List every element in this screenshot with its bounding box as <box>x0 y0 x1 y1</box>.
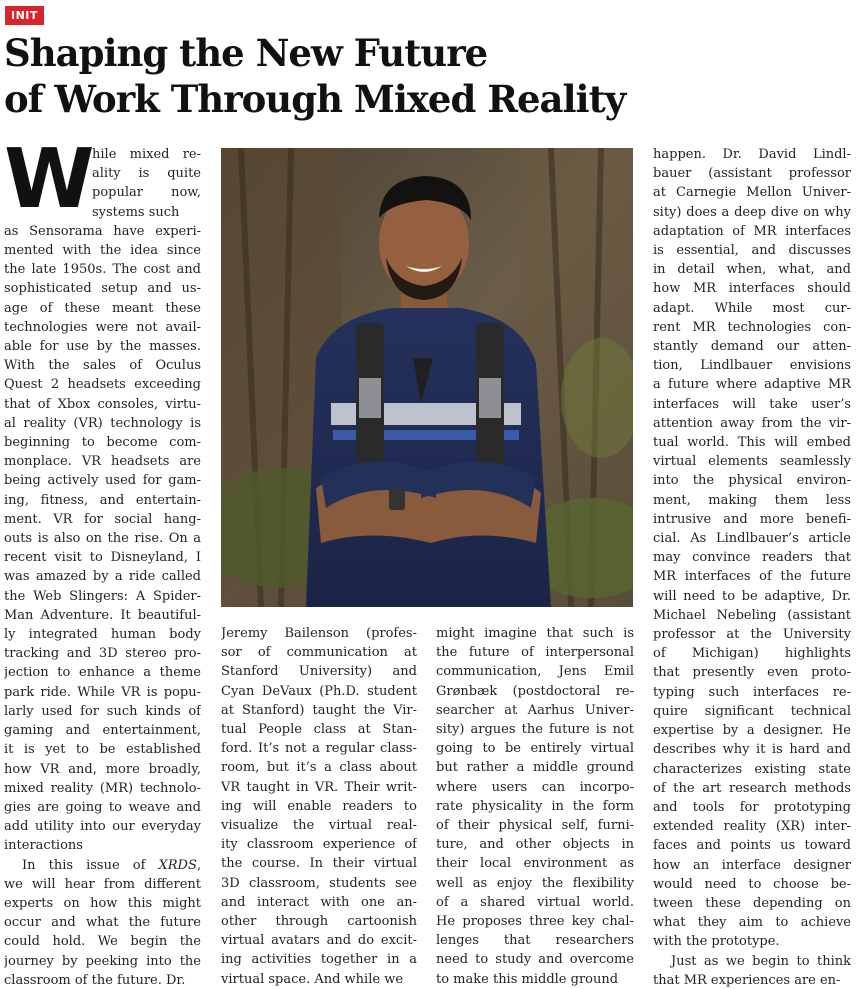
text-line: how an interface designer <box>653 857 851 873</box>
text-line: might imagine that such is <box>436 626 634 641</box>
text-line: what they aim to achieve <box>653 915 851 931</box>
text-line: and interact with one an- <box>221 894 417 910</box>
text-line: to make this middle ground <box>436 971 619 987</box>
text-line: Man Adventure. It beautiful- <box>4 607 201 623</box>
text-line: Just as we begin to think <box>671 953 851 969</box>
text-line: being actively used for gam- <box>4 473 201 489</box>
text-line: happen. Dr. David Lindl- <box>653 147 851 162</box>
text-line: tracking and 3D stereo pro- <box>4 646 201 662</box>
text-line: would need to choose be- <box>653 876 851 892</box>
text-line: adapt. While most cur- <box>653 300 851 316</box>
text-line: need to study and overcome <box>436 952 634 968</box>
text-line: attention away from the vir- <box>653 415 851 431</box>
col4-body <box>653 145 851 952</box>
text-line: VR taught in VR. Their writ- <box>221 779 417 795</box>
text-line: able for use by the masses. <box>4 339 201 355</box>
section-tag: INIT <box>5 6 44 25</box>
text-line: visualize the virtual real- <box>221 818 417 834</box>
text-line: was amazed by a ride called <box>4 569 201 585</box>
text-line: virtual space. And while we <box>221 971 404 987</box>
text-line: the course. In their virtual <box>221 856 417 872</box>
text-line: ing, fitness, and entertain- <box>4 492 201 508</box>
portrait-illustration <box>221 148 633 607</box>
text-line: professor at the University <box>653 627 851 643</box>
text-line: extended reality (XR) inter- <box>653 819 851 835</box>
text-line: and tools for prototyping <box>653 799 851 815</box>
text-line: it is yet to be established <box>4 742 201 758</box>
text-line: that MR experiences are en- <box>653 972 841 988</box>
text-line: systems such <box>92 204 180 220</box>
text-line: with the prototype. <box>653 934 780 950</box>
text-line: of a shared virtual world. <box>436 894 634 910</box>
text-line: In this issue of XRDS, <box>22 857 201 873</box>
text-line: beginning to become com- <box>4 435 201 451</box>
article-column-2 <box>221 624 417 989</box>
text-line: of Michigan) highlights <box>653 646 851 662</box>
text-line: Jeremy Bailenson (profes- <box>221 626 417 641</box>
text-line: may convince readers that <box>653 550 851 566</box>
text-line: ford. It’s not a regular class- <box>221 741 417 757</box>
text-line: journey by peeking into the <box>4 953 201 969</box>
text-line: technologies were not avail- <box>4 319 201 335</box>
text-line: lenges that researchers <box>436 933 634 949</box>
text-line: experts on how this might <box>4 895 201 911</box>
text-line: popular now, <box>92 185 201 201</box>
text-line: occur and what the future <box>4 915 201 931</box>
text-line: Cyan DeVaux (Ph.D. student <box>221 683 417 699</box>
text-line: add utility into our everyday <box>4 819 201 835</box>
article-column-3 <box>436 624 634 989</box>
text-line: of the art research methods <box>653 780 851 796</box>
text-line: well as enjoy the flexibility <box>436 875 634 891</box>
article-column-1 <box>4 145 201 989</box>
text-line: a future where adaptive MR <box>653 377 851 393</box>
text-line: at Stanford) taught the Vir- <box>221 702 417 718</box>
col4-paragraph-2 <box>653 952 851 989</box>
text-line: we will hear from different <box>4 876 201 892</box>
text-line: ly integrated human body <box>4 627 201 643</box>
text-line: mented with the idea since <box>4 243 201 259</box>
text-line: interfaces will take user’s <box>653 396 851 412</box>
text-line: the future of interpersonal <box>436 645 634 661</box>
col1-paragraph-2 <box>4 856 201 989</box>
text-line: sophisticated setup and us- <box>4 281 201 297</box>
text-line: faces and points us toward <box>653 838 851 854</box>
text-line: is essential, and discusses <box>653 243 851 259</box>
text-line: where users can incorpo- <box>436 779 634 795</box>
text-line: hile mixed re- <box>92 147 201 162</box>
text-line: ment, making them less <box>653 492 851 508</box>
text-line: adaptation of MR interfaces <box>653 223 851 239</box>
text-line: that presently even proto- <box>653 665 851 681</box>
text-line: ment. VR for social hang- <box>4 511 201 527</box>
text-line: ity classroom experience of <box>221 837 417 853</box>
text-line: monplace. VR headsets are <box>4 454 201 470</box>
text-line: ality is quite <box>92 166 201 182</box>
text-line: tual world. This will embed <box>653 435 851 451</box>
text-line: virtual elements seamlessly <box>653 454 851 470</box>
portrait-photo <box>221 148 633 607</box>
text-line: room, but it’s a class about <box>221 760 417 776</box>
text-line: Grønbæk (postdoctoral re- <box>436 683 634 699</box>
text-line: at Carnegie Mellon Univer- <box>653 185 851 201</box>
text-line: that of Xbox consoles, virtu- <box>4 396 201 412</box>
text-line: sity) argues the future is not <box>436 722 634 738</box>
text-line: MR interfaces of the future <box>653 569 851 585</box>
text-line: going to be entirely virtual <box>436 741 634 757</box>
text-line: sor of communication at <box>221 645 417 661</box>
text-line: into the physical environ- <box>653 473 851 489</box>
article-title <box>4 30 704 122</box>
text-line: tween these depending on <box>653 895 851 911</box>
text-line: other through cartoonish <box>221 914 417 930</box>
text-line: recent visit to Disneyland, I <box>4 550 201 566</box>
text-line: cial. As Lindlbauer’s article <box>653 531 851 547</box>
text-line: tion, Lindlbauer envisions <box>653 358 851 374</box>
text-line: communication, Jens Emil <box>436 664 634 680</box>
text-line: their local environment as <box>436 856 634 872</box>
text-line: intrusive and more benefi- <box>653 511 851 527</box>
text-line: Michael Nebeling (assistant <box>653 607 851 623</box>
col1-body <box>4 222 201 856</box>
text-line: al reality (VR) technology is <box>4 415 201 431</box>
text-line: rent MR technologies con- <box>653 319 851 335</box>
title-line-1: Shaping the New Future <box>4 31 488 75</box>
text-line: the Web Slingers: A Spider- <box>4 588 201 604</box>
text-line: jection to enhance a theme <box>4 665 201 681</box>
text-line: as Sensorama have experi- <box>4 223 201 239</box>
text-line: characterizes existing state <box>653 761 851 777</box>
text-line: stantly demand our atten- <box>653 339 851 355</box>
text-line: tual People class at Stan- <box>221 722 417 738</box>
text-line: searcher at Aarhus Univer- <box>436 702 634 718</box>
text-line: ture, and other objects in <box>436 837 634 853</box>
article-column-4 <box>653 145 851 989</box>
text-line: mixed reality (MR) technolo- <box>4 780 201 796</box>
text-line: park ride. While VR is popu- <box>4 684 201 700</box>
text-line: in detail when, what, and <box>653 262 851 278</box>
text-line: 3D classroom, students see <box>221 875 417 891</box>
text-line: but rather a middle ground <box>436 760 634 776</box>
text-line: bauer (assistant professor <box>653 166 851 182</box>
text-line: outs is also on the rise. On a <box>4 531 201 547</box>
text-line: virtual avatars and do excit- <box>221 933 417 949</box>
text-line: how MR interfaces should <box>653 281 851 297</box>
text-line: could hold. We begin the <box>4 934 201 950</box>
text-line: With the sales of Oculus <box>4 358 201 374</box>
text-line: quire significant technical <box>653 703 851 719</box>
text-line: ing will enable readers to <box>221 798 417 814</box>
title-line-2: of Work Through Mixed Reality <box>4 77 626 121</box>
text-line: larly used for such kinds of <box>4 703 201 719</box>
text-line: ing activities together in a <box>221 952 417 968</box>
text-line: classroom of the future. Dr. <box>4 972 186 988</box>
text-line: gies are going to weave and <box>4 799 201 815</box>
text-line: age of these meant these <box>4 300 201 316</box>
text-line: interactions <box>4 838 83 854</box>
text-line: describes why it is hard and <box>653 742 851 758</box>
text-line: of their physical self, furni- <box>436 818 634 834</box>
text-line: how VR and, more broadly, <box>4 761 201 777</box>
text-line: Stanford University) and <box>221 664 417 680</box>
text-line: expertise by a designer. He <box>653 723 851 739</box>
text-line: He proposes three key chal- <box>436 914 634 930</box>
text-line: rate physicality in the form <box>436 798 634 814</box>
text-line: typing such interfaces re- <box>653 684 851 700</box>
text-line: Quest 2 headsets exceeding <box>4 377 201 393</box>
drop-cap: W <box>4 145 93 227</box>
text-line: the late 1950s. The cost and <box>4 262 201 278</box>
text-line: will need to be adaptive, Dr. <box>653 588 851 604</box>
text-line: sity) does a deep dive on why <box>653 204 851 220</box>
text-line: gaming and entertainment, <box>4 723 201 739</box>
